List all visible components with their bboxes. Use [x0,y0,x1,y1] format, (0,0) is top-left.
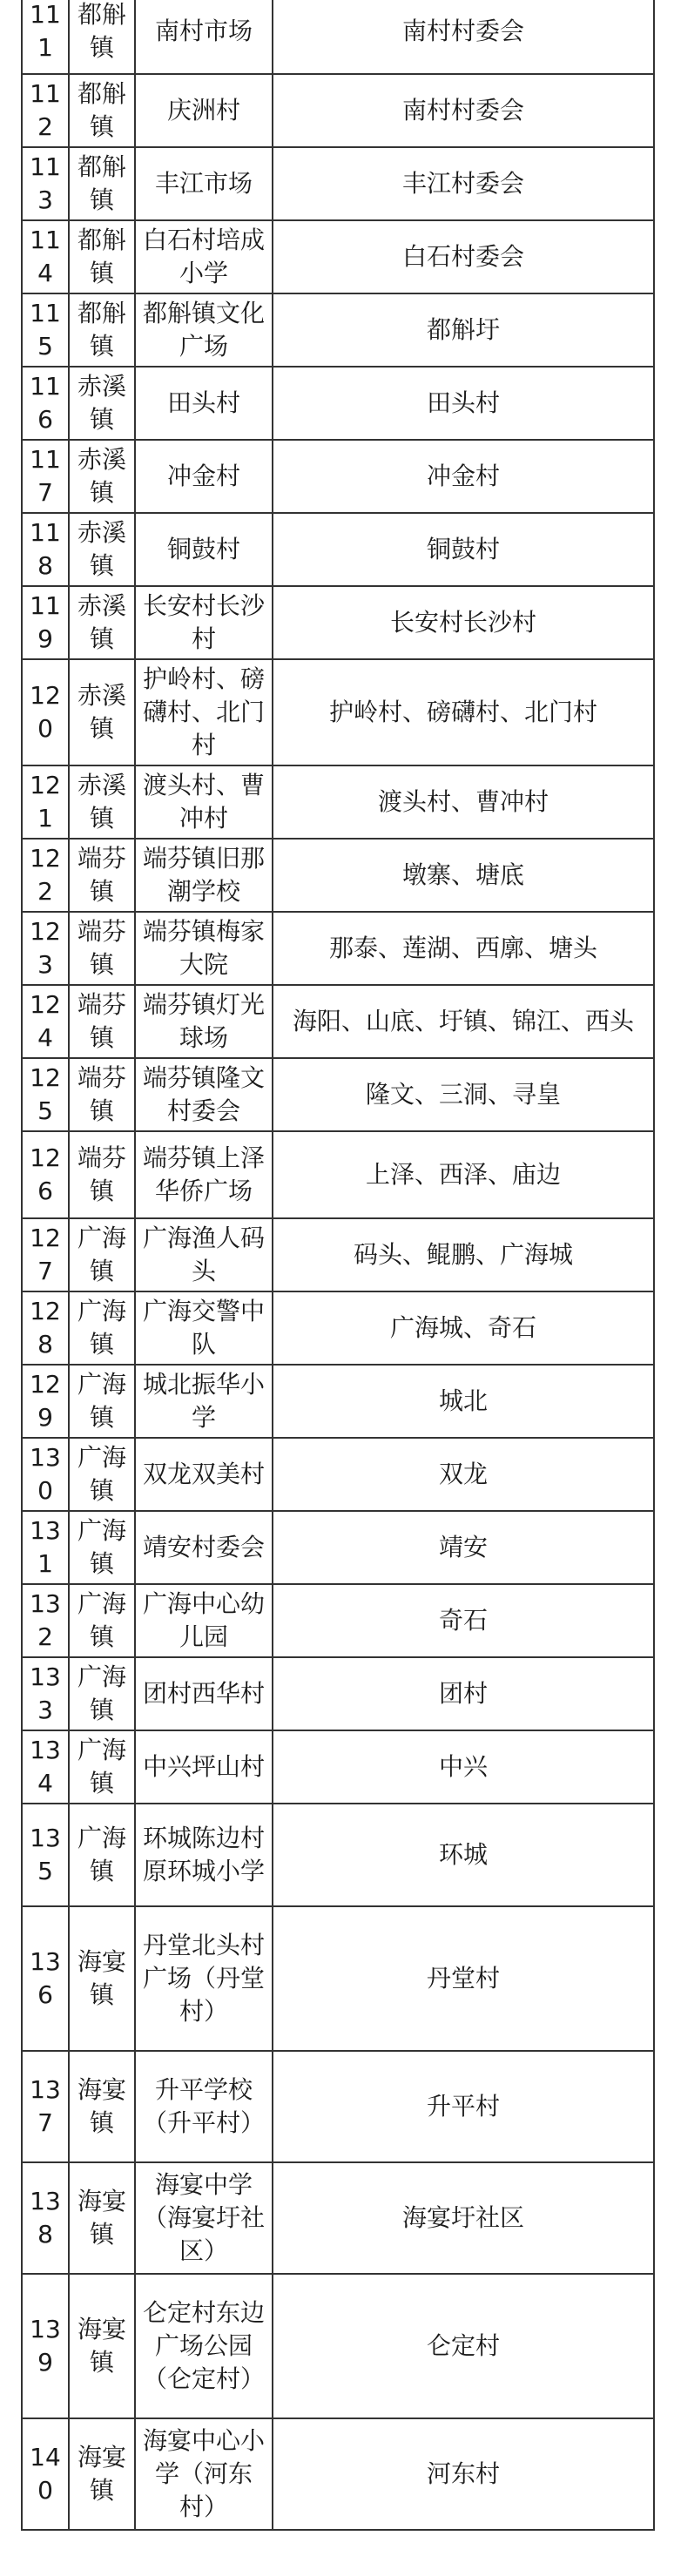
row-town: 都斛镇 [69,74,135,147]
row-area: 冲金村 [273,440,654,513]
table-row [22,367,654,440]
row-number: 120 [22,659,69,765]
table-row [22,1804,654,1906]
row-site: 端芬镇梅家大院 [135,912,273,985]
table-row [22,74,654,147]
row-number: 129 [22,1365,69,1438]
row-area: 上泽、西泽、庙边 [273,1131,654,1218]
row-town: 都斛镇 [69,293,135,367]
row-number: 136 [22,1906,69,2051]
table-row [22,765,654,839]
row-area: 渡头村、曹冲村 [273,765,654,839]
row-number: 114 [22,220,69,293]
row-site: 端芬镇灯光球场 [135,985,273,1058]
row-area: 南村村委会 [273,0,654,74]
row-number: 131 [22,1511,69,1584]
row-site: 中兴坪山村 [135,1730,273,1804]
row-number: 124 [22,985,69,1058]
row-site: 端芬镇上泽华侨广场 [135,1131,273,1218]
row-town: 广海镇 [69,1291,135,1365]
table-row [22,1058,654,1131]
row-number: 140 [22,2418,69,2530]
table-row [22,1657,654,1730]
row-site: 丰江市场 [135,147,273,220]
row-town: 广海镇 [69,1730,135,1804]
site-table [21,0,655,2531]
row-number: 128 [22,1291,69,1365]
row-site: 团村西华村 [135,1657,273,1730]
table-row [22,1218,654,1291]
row-town: 都斛镇 [69,147,135,220]
table-row [22,586,654,659]
table-row [22,1131,654,1218]
row-town: 海宴镇 [69,2274,135,2418]
row-number: 119 [22,586,69,659]
row-town: 端芬镇 [69,839,135,912]
row-area: 白石村委会 [273,220,654,293]
table-row [22,2418,654,2530]
row-area: 中兴 [273,1730,654,1804]
row-area: 护岭村、磅礴村、北门村 [273,659,654,765]
row-site: 端芬镇旧那潮学校 [135,839,273,912]
row-number: 139 [22,2274,69,2418]
row-number: 132 [22,1584,69,1657]
row-town: 广海镇 [69,1218,135,1291]
row-area: 铜鼓村 [273,513,654,586]
row-town: 赤溪镇 [69,367,135,440]
row-area: 海阳、山底、圩镇、锦江、西头 [273,985,654,1058]
row-area: 团村 [273,1657,654,1730]
table-row [22,912,654,985]
row-number: 125 [22,1058,69,1131]
table-row [22,440,654,513]
row-town: 端芬镇 [69,912,135,985]
row-site: 庆洲村 [135,74,273,147]
row-number: 117 [22,440,69,513]
row-site: 仑定村东边广场公园（仑定村） [135,2274,273,2418]
row-area: 丹堂村 [273,1906,654,2051]
row-site: 城北振华小学 [135,1365,273,1438]
row-town: 海宴镇 [69,2051,135,2162]
row-town: 广海镇 [69,1804,135,1906]
table-row [22,839,654,912]
row-town: 端芬镇 [69,985,135,1058]
row-area: 城北 [273,1365,654,1438]
table-row [22,985,654,1058]
row-area: 码头、鲲鹏、广海城 [273,1218,654,1291]
row-town: 海宴镇 [69,2162,135,2274]
row-number: 118 [22,513,69,586]
row-site: 丹堂北头村广场（丹堂村） [135,1906,273,2051]
row-area: 环城 [273,1804,654,1906]
row-site: 升平学校（升平村） [135,2051,273,2162]
row-town: 端芬镇 [69,1131,135,1218]
row-area: 双龙 [273,1438,654,1511]
row-number: 122 [22,839,69,912]
row-site: 广海渔人码头 [135,1218,273,1291]
table-row [22,1365,654,1438]
row-number: 111 [22,0,69,74]
row-area: 田头村 [273,367,654,440]
row-number: 138 [22,2162,69,2274]
row-area: 隆文、三洞、寻皇 [273,1058,654,1131]
row-site: 都斛镇文化广场 [135,293,273,367]
table-row [22,2274,654,2418]
table-row [22,2162,654,2274]
row-town: 赤溪镇 [69,586,135,659]
row-town: 海宴镇 [69,1906,135,2051]
row-town: 广海镇 [69,1438,135,1511]
row-town: 赤溪镇 [69,440,135,513]
row-town: 赤溪镇 [69,765,135,839]
row-site: 田头村 [135,367,273,440]
table-row [22,0,654,74]
row-area: 海宴圩社区 [273,2162,654,2274]
row-area: 升平村 [273,2051,654,2162]
row-site: 广海中心幼儿园 [135,1584,273,1657]
row-site: 端芬镇隆文村委会 [135,1058,273,1131]
row-town: 端芬镇 [69,1058,135,1131]
row-area: 那泰、莲湖、西廓、塘头 [273,912,654,985]
table-row [22,2051,654,2162]
row-area: 奇石 [273,1584,654,1657]
row-site: 冲金村 [135,440,273,513]
table-row [22,1291,654,1365]
row-town: 广海镇 [69,1657,135,1730]
row-town: 海宴镇 [69,2418,135,2530]
row-number: 112 [22,74,69,147]
row-area: 丰江村委会 [273,147,654,220]
row-site: 靖安村委会 [135,1511,273,1584]
row-site: 双龙双美村 [135,1438,273,1511]
row-town: 广海镇 [69,1511,135,1584]
row-site: 长安村长沙村 [135,586,273,659]
row-site: 环城陈边村原环城小学 [135,1804,273,1906]
row-site: 渡头村、曹冲村 [135,765,273,839]
row-number: 116 [22,367,69,440]
row-number: 113 [22,147,69,220]
table-row [22,1511,654,1584]
table-row [22,1584,654,1657]
row-area: 墩寨、塘底 [273,839,654,912]
table-body [22,0,654,2530]
row-site: 海宴中学（海宴圩社区） [135,2162,273,2274]
row-number: 121 [22,765,69,839]
row-area: 靖安 [273,1511,654,1584]
row-number: 133 [22,1657,69,1730]
row-site: 护岭村、磅礴村、北门村 [135,659,273,765]
row-number: 137 [22,2051,69,2162]
row-number: 115 [22,293,69,367]
row-number: 127 [22,1218,69,1291]
row-area: 长安村长沙村 [273,586,654,659]
table-row [22,1438,654,1511]
row-number: 135 [22,1804,69,1906]
table-row [22,147,654,220]
row-site: 广海交警中队 [135,1291,273,1365]
row-site: 海宴中心小学（河东村） [135,2418,273,2530]
row-number: 123 [22,912,69,985]
row-number: 130 [22,1438,69,1511]
row-site: 南村市场 [135,0,273,74]
row-town: 赤溪镇 [69,659,135,765]
row-site: 白石村培成小学 [135,220,273,293]
row-area: 都斛圩 [273,293,654,367]
row-area: 南村村委会 [273,74,654,147]
row-town: 广海镇 [69,1365,135,1438]
row-area: 河东村 [273,2418,654,2530]
table-row [22,1906,654,2051]
row-area: 仑定村 [273,2274,654,2418]
row-town: 广海镇 [69,1584,135,1657]
table-row [22,513,654,586]
row-number: 126 [22,1131,69,1218]
table-row [22,220,654,293]
row-site: 铜鼓村 [135,513,273,586]
row-town: 都斛镇 [69,0,135,74]
row-area: 广海城、奇石 [273,1291,654,1365]
row-town: 都斛镇 [69,220,135,293]
row-number: 134 [22,1730,69,1804]
table-row [22,1730,654,1804]
table-row [22,293,654,367]
table-row [22,659,654,765]
row-town: 赤溪镇 [69,513,135,586]
